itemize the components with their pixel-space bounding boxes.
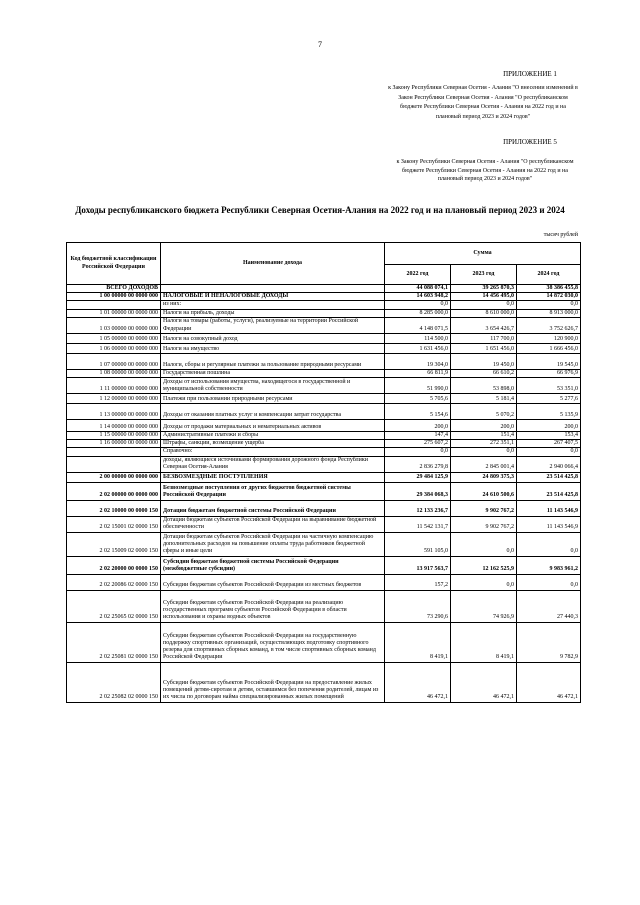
row-value-2024: 11 143 546,9	[517, 500, 581, 516]
row-code	[67, 301, 161, 309]
row-value-2023: 0,0	[451, 532, 517, 556]
table-row	[67, 369, 581, 377]
row-code: 2 02 20086 02 0000 150	[67, 574, 161, 590]
row-code	[67, 448, 161, 456]
row-value-2023: 9 902 767,2	[451, 500, 517, 516]
table-row	[67, 333, 581, 343]
row-name: Налоги, сборы и регулярные платежи за пользование природными ресурсами	[161, 353, 385, 369]
table-row	[67, 662, 581, 702]
row-value-2023: 74 926,9	[451, 590, 517, 622]
row-name: из них:	[161, 301, 385, 309]
row-value-2023: 272 351,1	[451, 440, 517, 448]
row-value-2022: 5 705,6	[385, 394, 451, 404]
row-value-2023: 66 610,2	[451, 369, 517, 377]
row-code: 1 12 00000 00 0000 000	[67, 394, 161, 404]
row-value-2024: 5 135,9	[517, 404, 581, 420]
row-name: Доходы от продажи материальных и нематериальных активов	[161, 420, 385, 432]
row-code: 2 02 15001 02 0000 150	[67, 516, 161, 532]
row-name: Государственная пошлина	[161, 369, 385, 377]
document-title: Доходы республиканского бюджета Республики Северная Осетия-Алания на 2022 год и на плановый период 2023 и 2024	[75, 205, 565, 215]
table-row	[67, 343, 581, 353]
row-value-2022: 157,2	[385, 574, 451, 590]
row-value-2023: 0,0	[451, 301, 517, 309]
row-value-2023: 24 610 500,6	[451, 482, 517, 500]
row-code: 1 14 00000 00 0000 000	[67, 420, 161, 432]
row-code: 2 02 25065 02 0000 150	[67, 590, 161, 622]
table-row	[67, 574, 581, 590]
row-code: 1 05 00000 00 0000 000	[67, 333, 161, 343]
row-value-2024: 8 913 000,0	[517, 309, 581, 317]
row-value-2024: 0,0	[517, 574, 581, 590]
row-value-2024: 9 782,9	[517, 622, 581, 662]
row-value-2023: 24 809 375,3	[451, 472, 517, 482]
row-value-2022: 12 133 236,7	[385, 500, 451, 516]
row-code: 2 02 15009 02 0000 150	[67, 532, 161, 556]
row-value-2024: 14 872 030,0	[517, 293, 581, 301]
row-value-2022: 147,4	[385, 432, 451, 440]
row-value-2024: 27 440,3	[517, 590, 581, 622]
row-code: 1 07 00000 00 0000 000	[67, 353, 161, 369]
table-row	[67, 472, 581, 482]
row-name: Субсидии бюджетам субъектов Российской Федерации на реализацию государственных программ субъектов Российской Федерации в области использования и охраны водных объектов	[161, 590, 385, 622]
row-value-2023: 8 610 000,0	[451, 309, 517, 317]
row-name: Безвозмездные поступления от других бюджетов бюджетной системы Российской Федерации	[161, 482, 385, 500]
row-value-2024: 2 940 066,4	[517, 456, 581, 472]
row-value-2022: 5 154,6	[385, 404, 451, 420]
row-value-2024: 53 351,0	[517, 378, 581, 394]
row-name: доходы, являющиеся источниками формирования дорожного фонда Республики Северная Осетия-Алания	[161, 456, 385, 472]
row-value-2024: 0,0	[517, 448, 581, 456]
row-value-2023: 0,0	[451, 448, 517, 456]
row-value-2024: 9 983 961,2	[517, 556, 581, 574]
table-row	[67, 500, 581, 516]
row-code: 2 00 00000 00 0000 000	[67, 472, 161, 482]
row-code: 1 03 00000 00 0000 000	[67, 317, 161, 333]
row-name: Субсидии бюджетам субъектов Российской Федерации из местных бюджетов	[161, 574, 385, 590]
row-value-2023: 151,4	[451, 432, 517, 440]
row-value-2024: 200,0	[517, 420, 581, 432]
row-value-2024: 267 407,5	[517, 440, 581, 448]
table-row	[67, 293, 581, 301]
row-value-2022: 8 285 000,0	[385, 309, 451, 317]
table-row	[67, 432, 581, 440]
row-name: Налоги на совокупный доход	[161, 333, 385, 343]
row-code: 1 01 00000 00 0000 000	[67, 309, 161, 317]
row-value-2023: 14 456 495,0	[451, 293, 517, 301]
table-row	[67, 394, 581, 404]
row-value-2023: 200,0	[451, 420, 517, 432]
table-body	[67, 285, 581, 703]
row-value-2024: 23 514 425,8	[517, 472, 581, 482]
table-row	[67, 404, 581, 420]
row-value-2023: 117 700,0	[451, 333, 517, 343]
table-row	[67, 516, 581, 532]
row-value-2023: 8 419,1	[451, 622, 517, 662]
row-value-2022: 2 836 279,8	[385, 456, 451, 472]
header-name: Наименование дохода	[161, 243, 385, 285]
table-row	[67, 309, 581, 317]
appendix-1-title: ПРИЛОЖЕНИЕ 1	[503, 70, 557, 78]
row-name: Налоги на имущество	[161, 343, 385, 353]
row-value-2022: 200,0	[385, 420, 451, 432]
row-value-2024: 153,4	[517, 432, 581, 440]
row-name: Платежи при пользовании природными ресурсами	[161, 394, 385, 404]
row-code: 2 02 25082 02 0000 150	[67, 662, 161, 702]
row-value-2024: 5 277,6	[517, 394, 581, 404]
row-value-2024: 3 752 626,7	[517, 317, 581, 333]
row-value-2022: 44 088 074,1	[385, 285, 451, 293]
header-sum: Сумма	[385, 243, 581, 265]
row-value-2022: 0,0	[385, 301, 451, 309]
row-value-2024: 23 514 425,8	[517, 482, 581, 500]
row-value-2023: 5 181,4	[451, 394, 517, 404]
row-value-2023: 1 651 456,0	[451, 343, 517, 353]
row-name: Субсидии бюджетам субъектов Российской Федерации на государственную поддержку спортивных организаций, осуществляющих подготовку спортивного резерва для спортивных сборных команд, в том числе спортивных сборных команд Российской Федерации	[161, 622, 385, 662]
table-row	[67, 301, 581, 309]
row-code: 1 13 00000 00 0000 000	[67, 404, 161, 420]
row-value-2024: 0,0	[517, 301, 581, 309]
row-name: Дотации бюджетам субъектов Российской Федерации на частичную компенсацию дополнительных расходов на повышение оплаты труда работников бюджетной сферы и иные цели	[161, 532, 385, 556]
table-row	[67, 532, 581, 556]
row-value-2022: 13 917 563,7	[385, 556, 451, 574]
table-row	[67, 622, 581, 662]
row-value-2022: 29 484 125,9	[385, 472, 451, 482]
table-row	[67, 556, 581, 574]
row-value-2022: 66 811,9	[385, 369, 451, 377]
row-name: Административные платежи и сборы	[161, 432, 385, 440]
row-value-2022: 73 290,6	[385, 590, 451, 622]
row-code: 2 02 10000 00 0000 150	[67, 500, 161, 516]
header-2022: 2022 год	[385, 265, 451, 285]
row-value-2023: 0,0	[451, 574, 517, 590]
row-value-2023: 46 472,1	[451, 662, 517, 702]
header-code: Код бюджетной классификации Российской Федерации	[67, 243, 161, 285]
row-name: Справочно:	[161, 448, 385, 456]
row-value-2022: 46 472,1	[385, 662, 451, 702]
row-value-2022: 114 500,0	[385, 333, 451, 343]
row-value-2023: 5 070,2	[451, 404, 517, 420]
row-value-2024: 120 900,0	[517, 333, 581, 343]
row-value-2024: 1 666 456,0	[517, 343, 581, 353]
row-name: Налоги на товары (работы, услуги), реализуемые на территории Российской Федерации	[161, 317, 385, 333]
appendix-5-basis: к Закону Республики Северная Осетия - Алания "О республиканском бюджете Республики Северная Осетия - Алания на 2022 год и на плановый период 2023 и 2024 годов"	[396, 159, 574, 182]
row-name: Налоги на прибыль, доходы	[161, 309, 385, 317]
row-value-2022: 275 607,2	[385, 440, 451, 448]
table-row	[67, 456, 581, 472]
row-name: Доходы от использования имущества, находящегося в государственной и муниципальной собственности	[161, 378, 385, 394]
row-value-2022: 1 631 456,0	[385, 343, 451, 353]
row-code: 1 16 00000 00 0000 000	[67, 440, 161, 448]
table-row	[67, 590, 581, 622]
row-value-2023: 19 450,0	[451, 353, 517, 369]
row-code: 1 06 00000 00 0000 000	[67, 343, 161, 353]
row-code: 2 02 20000 00 0000 150	[67, 556, 161, 574]
row-code: 1 11 00000 00 0000 000	[67, 378, 161, 394]
row-value-2022: 0,0	[385, 448, 451, 456]
row-value-2024: 11 143 546,9	[517, 516, 581, 532]
row-code: 2 02 25081 02 0000 150	[67, 622, 161, 662]
row-code: 1 08 00000 00 0000 000	[67, 369, 161, 377]
row-name: Дотации бюджетам бюджетной системы Российской Федерации	[161, 500, 385, 516]
table-row	[67, 420, 581, 432]
table-row	[67, 285, 581, 293]
row-value-2022: 19 304,0	[385, 353, 451, 369]
row-code: 1 15 00000 00 0000 000	[67, 432, 161, 440]
row-name: Дотации бюджетам субъектов Российской Федерации на выравнивание бюджетной обеспеченности	[161, 516, 385, 532]
row-value-2024: 19 545,0	[517, 353, 581, 369]
unit-label: тысяч рублей	[543, 232, 578, 238]
row-name: Доходы от оказания платных услуг и компенсации затрат государства	[161, 404, 385, 420]
table-row	[67, 378, 581, 394]
row-name: НАЛОГОВЫЕ И НЕНАЛОГОВЫЕ ДОХОДЫ	[161, 293, 385, 301]
row-value-2023: 2 845 001,4	[451, 456, 517, 472]
row-code: 2 02 00000 00 0000 000	[67, 482, 161, 500]
header-2024: 2024 год	[517, 265, 581, 285]
row-code	[67, 456, 161, 472]
table-row	[67, 317, 581, 333]
table-row	[67, 440, 581, 448]
row-value-2023: 9 902 767,2	[451, 516, 517, 532]
row-value-2023: 3 654 426,7	[451, 317, 517, 333]
row-name: БЕЗВОЗМЕЗДНЫЕ ПОСТУПЛЕНИЯ	[161, 472, 385, 482]
row-value-2024: 0,0	[517, 532, 581, 556]
table-row	[67, 448, 581, 456]
row-code: ВСЕГО ДОХОДОВ	[67, 285, 161, 293]
table-row	[67, 482, 581, 500]
row-name	[161, 285, 385, 293]
header-2023: 2023 год	[451, 265, 517, 285]
row-value-2024: 38 386 455,8	[517, 285, 581, 293]
row-value-2023: 53 898,0	[451, 378, 517, 394]
row-value-2022: 11 542 131,7	[385, 516, 451, 532]
appendix-5-title: ПРИЛОЖЕНИЕ 5	[503, 138, 557, 146]
row-value-2022: 4 148 071,5	[385, 317, 451, 333]
row-code: 1 00 00000 00 0000 000	[67, 293, 161, 301]
row-value-2022: 8 419,1	[385, 622, 451, 662]
row-value-2022: 591 105,0	[385, 532, 451, 556]
row-value-2022: 14 603 948,2	[385, 293, 451, 301]
row-name: Субсидии бюджетам субъектов Российской Федерации на предоставление жилых помещений детям-сиротам и детям, оставшимся без попечения родителей, лицам из их числа по договорам найма специализированных жилых помещений	[161, 662, 385, 702]
revenue-table	[66, 242, 581, 703]
row-value-2023: 39 265 870,3	[451, 285, 517, 293]
row-value-2024: 66 976,9	[517, 369, 581, 377]
page-number: 7	[318, 40, 322, 49]
row-value-2024: 46 472,1	[517, 662, 581, 702]
row-value-2022: 29 384 068,3	[385, 482, 451, 500]
table-row	[67, 353, 581, 369]
appendix-1-basis: к Закону Республики Северная Осетия - Алания "О внесении изменений в Закон Республики Северная Осетия - Алания "О республиканском бюджете Республики Северная Осетия - Алания на 2022 год и на плановый период 2023 и 2024 годов"	[388, 85, 578, 120]
row-name: Штрафы, санкции, возмещение ущерба	[161, 440, 385, 448]
row-name: Субсидии бюджетам бюджетной системы Российской Федерации (межбюджетные субсидии)	[161, 556, 385, 574]
row-value-2023: 12 162 525,9	[451, 556, 517, 574]
row-value-2022: 51 990,0	[385, 378, 451, 394]
